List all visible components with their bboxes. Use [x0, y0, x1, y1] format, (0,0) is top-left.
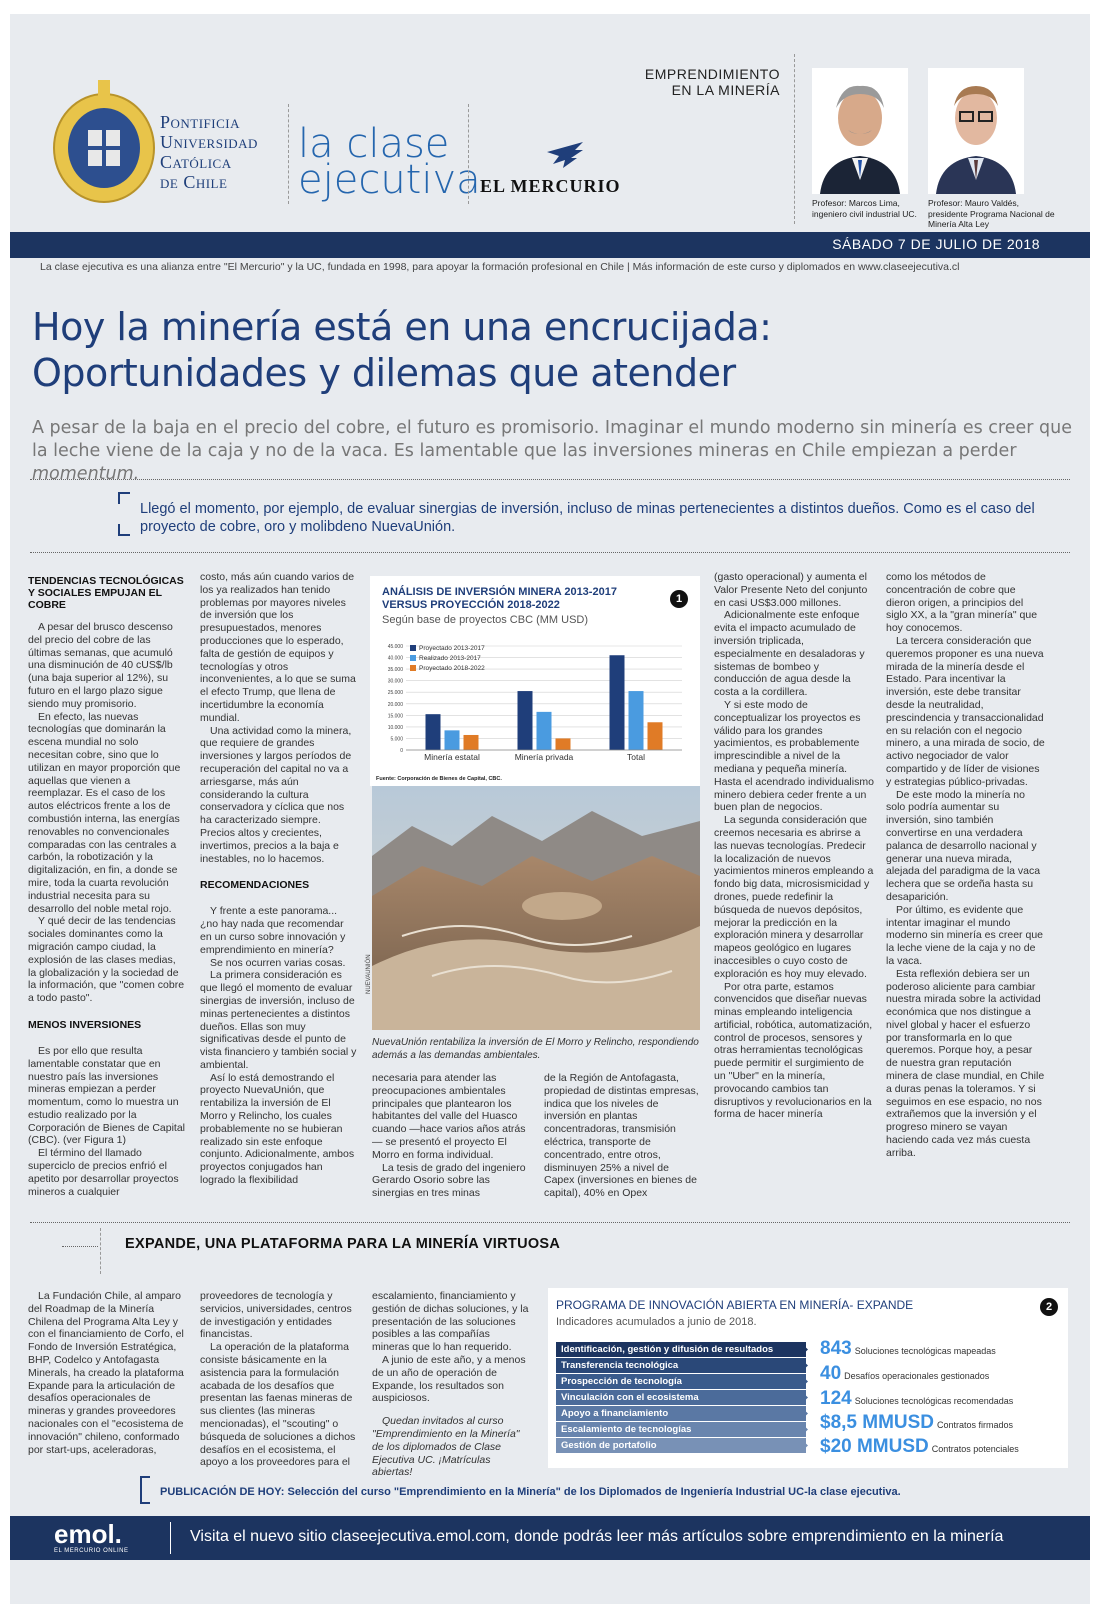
expande-column-2: proveedores de tecnología y servicios, universidades, centros de investigación y entidades financistas. La operación de la plataforma consiste básicamente en la asistencia para la formulación acabada de los desafíos que presentan las faenas mineras de sus clientes (las mineras mencionadas), el "scouting" o búsqueda de soluciones a dichos desafíos en el ecosistema, el apoyo a los proveedores para el — [200, 1290, 356, 1469]
professor-photo-valdes — [928, 68, 1024, 194]
uc-crest-logo — [48, 72, 160, 212]
section-heading: TENDENCIAS TECNOLÓGICAS Y SOCIALES EMPUJAN EL COBRE — [28, 575, 184, 611]
bar — [610, 655, 625, 750]
y-tick-label: 25.000 — [387, 690, 403, 697]
bar — [426, 714, 441, 750]
emol-logo[interactable]: emol. — [54, 1519, 122, 1549]
bar — [518, 691, 533, 750]
article-column-1: TENDENCIAS TECNOLÓGICAS Y SOCIALES EMPUJAN EL COBRE A pesar del brusco descenso del precio del cobre de las últimas semanas, que acumuló una disminución de 40 cUS$/lb (una baja superior al 12%), su futuro en el largo plazo sigue siendo muy promisorio. En efecto, las nuevas tecnologías que dominarán la escena mundial no solo necesitan cobre, sino que lo utilizan en mayor proporción que aquellas que vienen a reemplazar. Es el caso de los autos eléctricos frente a los de combustión interna, las energías renovables no convencionales comparadas con las centrales a carbón, la robotización y la digitalización, en fin, a donde se mire, toda la cuarta revolución industrial necesita para su desarrollo del noble metal rojo. Y qué decir de las tendencias sociales dominantes como la migración campo ciudad, la explosión de las clases medias, la globalización y la sociedad de la información, que "comen cobre a todo pasto". MENOS INVERSIONES Es por ello que resulta lamentable constatar que en nuestro país las inversiones mineras empiezan a perder momentum, como lo muestra un estudio realizado por la Corporación de Bienes de Capital (CBC). (ver Figura 1) El término del llamado superciclo de precios enfrió el apetito por desarrollar proyectos mineros a cualquier — [28, 575, 186, 1198]
article-headline: Hoy la minería está en una encrucijada: Oportunidades y dilemas que atender — [32, 305, 772, 395]
y-tick-label: 15.000 — [387, 713, 403, 720]
process-band: Apoyo a financiamiento — [556, 1406, 806, 1421]
bar — [464, 735, 479, 750]
article-column-5: como los métodos de concentración de cobre que dieron origen, a principios del siglo XX, a la "gran minería" que hoy conocemos. La tercera consideración que queremos proponer es una nueva mirada de la minería desde el Estado. Para incentivar la inversión, este debe transitar desde la neutralidad, prescindencia y transaccionalidad en su relación con el negocio minero, a una mirada de socio, de activo negociador de valor compartido y de líder de visiones y estrategias público-privadas. De este modo la minería no solo podría aumentar su inversión, sino también convertirse en una verdadera palanca de desarrollo nacional y generar una nueva mirada, alejada del paradigma de la vaca lechera que se ordeña hasta su desaparición. Por último, es evidente que intentar imaginar el mundo moderno sin minería es creer que la leche viene de la caja y no de la vaca. Esta reflexión debiera ser un poderoso aliciente para cambiar nuestra mirada sobre la actividad económica que nos distingue a nivel global y hacer el esfuerzo por transformarla en lo que queremos. Porque hoy, a pesar de nuestra gran reputación minera de clase mundial, en Chile a duras penas la toleramos. Y si seguimos en ese espacio, no nos extrañemos que la inversión y el progreso minero se vayan haciendo cada vez más cuesta arriba. — [886, 571, 1045, 1159]
process-band: Transferencia tecnológica — [556, 1358, 806, 1373]
y-tick-label: 40.000 — [387, 655, 403, 662]
stat-item: $8,5 MMUSD Contratos firmados — [820, 1412, 1014, 1433]
el-mercurio-logo: EL MERCURIO — [480, 176, 621, 196]
rule — [30, 479, 1070, 480]
article-column-3b: de la Región de Antofagasta, propiedad de distintas empresas, indica que los niveles de inversión en plantas concentradoras, transmisión eléctrica, transporte de concentrado, entre otros, disminuyen 25% a nivel de Capex (inversiones en bienes de capital), 40% en Opex — [544, 1072, 699, 1200]
professor-caption-lima: Profesor: Marcos Lima, ingeniero civil industrial UC. — [812, 198, 917, 219]
process-band: Prospección de tecnología — [556, 1374, 806, 1389]
stat-item: 40 Desafíos operacionales gestionados — [820, 1363, 990, 1384]
photo-credit: NUEVAUNIÓN — [366, 954, 372, 994]
process-band: Escalamiento de tecnologías — [556, 1422, 806, 1437]
x-category-label: Total — [627, 752, 645, 762]
figure-number-badge: 1 — [670, 590, 688, 608]
header-divider — [468, 104, 469, 204]
legend-label: Proyectado 2013-2017 — [419, 645, 485, 652]
section-kicker: EMPRENDIMIENTO EN LA MINERÍA — [644, 66, 780, 98]
y-tick-label: 0 — [400, 748, 403, 754]
date-bar — [10, 232, 1090, 258]
figure-number-badge: 2 — [1040, 1298, 1058, 1316]
x-category-label: Minería privada — [514, 752, 574, 762]
rule — [30, 552, 1070, 553]
section-heading: RECOMENDACIONES — [200, 879, 310, 892]
bar — [445, 730, 460, 750]
alliance-note: La clase ejecutiva es una alianza entre "El Mercurio" y la UC, fundada en 1998, para apoyar la formación profesional en Chile | Más información de este curso y diplomados en www.claseejecutiva.cl — [40, 261, 960, 273]
article-column-3a: necesaria para atender las preocupaciones ambientales principales que plantearon los habitantes del valle del Huasco cuando —hace varios años atrás— se presentó el proyecto El Morro en forma individual. La tesis de grado del ingeniero Gerardo Osorio sobre las sinergias en tres minas — [372, 1072, 526, 1200]
expande-column-3: escalamiento, financiamiento y gestión de dichas soluciones, y la presentación de las soluciones posibles a las compañías mineras que lo han requerido. A junio de este año, y a menos de un año de operación de Expande, los resultados son auspiciosos. Quedan invitados al curso "Emprendimiento en la Minería" de los diplomados de Clase Ejecutiva UC. ¡Matrículas abiertas! — [372, 1290, 529, 1479]
publication-note: PUBLICACIÓN DE HOY: Selección del curso "Emprendimiento en la Minería" de los Diplomados de Ingeniería Industrial UC-la clase ejecutiva. — [160, 1486, 901, 1498]
stat-item: 843 Soluciones tecnológicas mapeadas — [820, 1338, 996, 1359]
bar — [648, 722, 663, 750]
bar — [629, 691, 644, 750]
section-heading: MENOS INVERSIONES — [28, 1018, 142, 1031]
investment-chart-figure — [370, 576, 700, 786]
stat-item: 124 Soluciones tecnológicas recomendadas — [820, 1388, 1014, 1409]
bar — [556, 738, 571, 750]
rule — [62, 1246, 98, 1247]
university-name: Pontificia Universidad Católica de Chile — [160, 112, 258, 192]
expande-title: EXPANDE, UNA PLATAFORMA PARA LA MINERÍA VIRTUOSA — [125, 1236, 561, 1252]
professor-photo-lima — [812, 68, 908, 194]
y-tick-label: 30.000 — [387, 678, 403, 685]
visit-site-link[interactable]: Visita el nuevo sitio claseejecutiva.emol.com, donde podrás leer más artículos sobre emprendimiento en la minería — [190, 1528, 1004, 1545]
legend-swatch — [410, 655, 416, 661]
legend-label: Realizado 2013-2017 — [419, 655, 481, 662]
stat-item: $20 MMUSD Contratos potenciales — [820, 1436, 1019, 1457]
photo-caption: NuevaUnión rentabiliza la inversión de El Morro y Relincho, respondiendo además a las demandas ambientales. — [372, 1037, 699, 1061]
mercurio-wing-icon — [545, 138, 585, 174]
y-tick-label: 20.000 — [387, 701, 403, 708]
legend-swatch — [410, 665, 416, 671]
header-divider — [288, 104, 289, 204]
infographic-subtitle: Indicadores acumulados a junio de 2018. — [556, 1316, 757, 1328]
newspaper-page — [10, 14, 1090, 1604]
y-tick-label: 5.000 — [390, 736, 403, 743]
legend-label: Proyectado 2018-2022 — [419, 665, 485, 672]
chart-title: ANÁLISIS DE INVERSIÓN MINERA 2013-2017 VERSUS PROYECCIÓN 2018-2022 — [382, 586, 617, 611]
chart-subtitle: Según base de proyectos CBC (MM USD) — [382, 614, 589, 626]
rule — [30, 1222, 1070, 1223]
quote-bracket-icon — [118, 524, 130, 536]
issue-date: SÁBADO 7 DE JULIO DE 2018 — [832, 236, 1040, 252]
emol-tagline: EL MERCURIO ONLINE — [54, 1548, 129, 1554]
professor-caption-valdes: Profesor: Mauro Valdés, presidente Programa Nacional de Minería Alta Ley — [928, 198, 1055, 229]
x-category-label: Minería estatal — [424, 752, 480, 762]
chart-source: Fuente: Corporación de Bienes de Capital, CBC. — [376, 776, 502, 782]
bar — [537, 712, 552, 750]
expande-column-1: La Fundación Chile, al amparo del Roadmap de la Minería Chilena del Programa Alta Ley y con el financiamiento de Corfo, el Fondo de Inversión Estratégica, BHP, Codelco y Antofagasta Minerals, ha creado la plataforma Expande para la articulación de desafíos operacionales de mineras y grandes proveedores nacionales con el "ecosistema de innovación" chileno, conformado por start-ups, aceleradoras, — [28, 1290, 184, 1456]
band-arrow-icons — [800, 1342, 810, 1453]
investment-bar-chart — [370, 632, 700, 786]
legend-swatch — [410, 645, 416, 651]
expande-infographic — [548, 1288, 1068, 1468]
bracket-icon — [140, 1476, 150, 1504]
y-tick-label: 10.000 — [387, 724, 403, 731]
y-tick-label: 35.000 — [387, 667, 403, 674]
article-column-4: (gasto operacional) y aumenta el Valor Presente Neto del conjunto en casi US$3.000 millones. Adicionalmente este enfoque evita el impacto acumulado de inversión triplicada, especialmente en desaladoras y sistemas de bombeo y conducción de agua desde la costa a la cordillera. Y si este modo de conceptualizar los proyectos es válido para los grandes yacimientos, es probablemente imprescindible a nivel de la mediana y pequeña minería. Hasta el acendrado individualismo minero debiera ceder frente a un buen plan de negocios. La segunda consideración que creemos necesaria es abrirse a las nuevas tecnologías. Predecir la localización de nuevos yacimientos mineros empleando a fondo big data, microsismicidad y drones, puede redefinir la búsqueda de nuevos depósitos, mejorar la predicción en la exploración minera y desarrollar mapeos geológico en lugares inaccesibles o cuyo costo de exploración es hoy muy elevado. Por otra parte, estamos convencidos que diseñar nuevas minas empleando inteligencia artificial, robótica, automatización, control de procesos, sensores y otras herramientas tecnológicas puede permitir el surgimiento de un "Uber" en la minería, provocando cambios tan disruptivos y revolucionarios en la forma de hacer minería — [714, 571, 874, 1121]
nuevaunion-mine-photo — [372, 786, 700, 1030]
article-deck: A pesar de la baja en el precio del cobre, el futuro es promisorio. Imaginar el mundo moderno sin minería es creer que la leche viene de la caja y no de la vaca. Es lamentable que las inversiones mineras en Chile empiezan a perder momentum. — [32, 418, 1072, 484]
article-column-2: costo, más aún cuando varios de los ya realizados han tenido problemas por mayores niveles de inversión que los presupuestados, menores producciones que lo esperado, falta de gestión de equipos y tecnologías y otros inconvenientes, a lo que se suma el efecto Trump, que llena de incertidumbre la economía mundial. Una actividad como la minera, que requiere de grandes inversiones y largos períodos de recuperación del capital no va a arriesgarse, más aún considerando la cultura conservadora y cíclica que nos ha caracterizado siempre. Precios altos y crecientes, invertimos, precios a la baja e inestables, no lo hacemos. RECOMENDACIONES Y frente a este panorama... ¿no hay nada que recomendar en un curso sobre innovación y emprendimiento en minería? Se nos ocurren varias cosas. La primera consideración es que llegó el momento de evaluar sinergias de inversión, incluso de minas pertenecientes a distintos dueños. Ellas son muy significativas desde el punto de vista financiero y también social y ambiental. Así lo está demostrando el proyecto NuevaUnión, que rentabiliza la inversión de El Morro y Relincho, los cuales probablemente no se hubieran realizado sin este enfoque conjunto. Adicionalmente, ambos proyectos conjugados han logrado la flexibilidad — [200, 571, 357, 1187]
y-tick-label: 45.000 — [387, 644, 403, 650]
infographic-title: PROGRAMA DE INNOVACIÓN ABIERTA EN MINERÍA- EXPANDE — [556, 1298, 914, 1312]
footer-divider — [170, 1522, 171, 1554]
process-band: Vinculación con el ecosistema — [556, 1390, 806, 1405]
process-band: Gestión de portafolio — [556, 1438, 806, 1453]
brand-logo: la clase ejecutiva — [298, 121, 481, 203]
pull-quote: Llegó el momento, por ejemplo, de evaluar sinergias de inversión, incluso de minas pertenecientes a distintos dueños. Como es el caso del proyecto de cobre, oro y molibdeno NuevaUnión. — [140, 501, 1035, 535]
header-divider — [794, 54, 795, 224]
section-divider — [100, 1228, 101, 1274]
process-band: Identificación, gestión y difusión de resultados — [556, 1342, 806, 1357]
quote-bracket-icon — [118, 492, 130, 504]
